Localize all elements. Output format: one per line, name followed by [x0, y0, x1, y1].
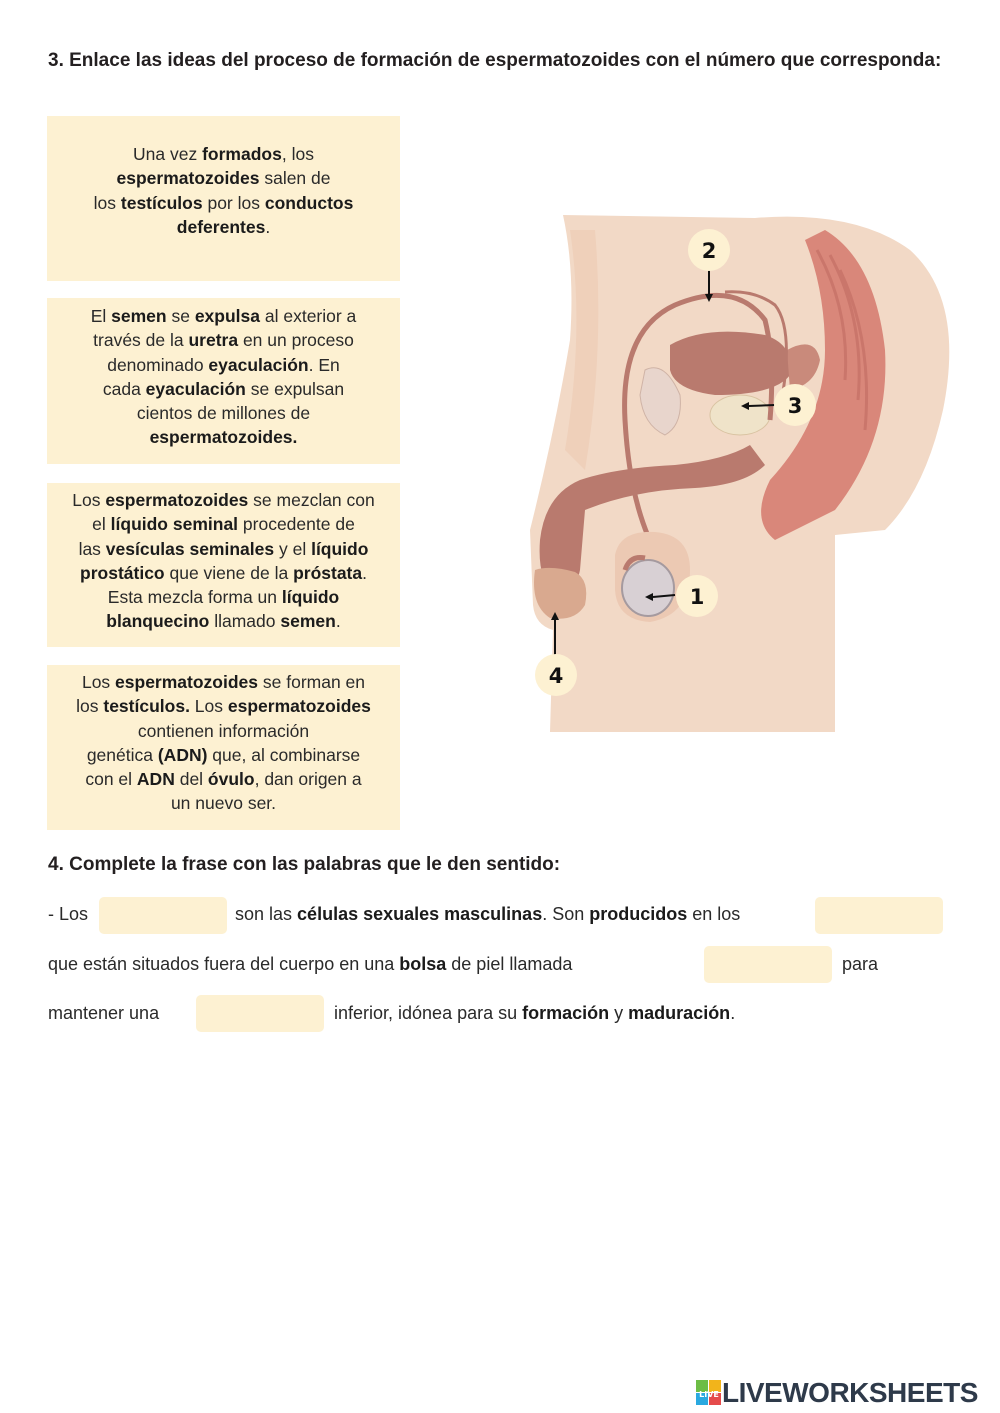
- male-reproductive-system-illustration: [525, 210, 970, 735]
- sentence-part-4: para: [842, 954, 879, 974]
- drag-card-4[interactable]: [47, 665, 400, 830]
- card-1-text: Una vez formados, los espermatozoides salen de los testículos por los conductos deferentes.: [93, 144, 354, 237]
- label-circle-4[interactable]: [535, 654, 577, 696]
- question-4-title: 4. Complete la frase con las palabras que le den sentido:: [48, 854, 561, 875]
- label-circle-2[interactable]: [688, 229, 730, 271]
- label-4: 4: [548, 664, 564, 688]
- sentence-part-6: inferior, idónea para su formación y maduración.: [334, 1003, 736, 1023]
- card-3-text: Los espermatozoides se mezclan con el líquido seminal procedente de las vesículas seminales y el líquido prostático que viene de la próstata. Esta mezcla forma un líquido blanquecino llamado semen.: [72, 490, 375, 632]
- liveworksheets-logo[interactable]: [696, 1376, 978, 1410]
- badge-text: LIVE: [699, 1390, 719, 1399]
- label-1: 1: [689, 585, 705, 609]
- label-circle-3[interactable]: [774, 384, 816, 426]
- sentence-part-5: mantener una: [48, 1003, 160, 1023]
- prostate: [710, 395, 770, 435]
- drag-card-2[interactable]: [47, 298, 400, 464]
- arrow-3: [749, 405, 775, 406]
- sentence-part-2: son las células sexuales masculinas. Son producidos en los: [235, 904, 741, 924]
- blank-input-1[interactable]: [99, 897, 227, 934]
- brand-name: LIVEWORKSHEETS: [722, 1377, 978, 1408]
- blank-input-3[interactable]: [704, 946, 832, 983]
- drag-card-1[interactable]: [47, 116, 400, 281]
- drag-card-3[interactable]: [47, 483, 400, 647]
- sentence-part-1: - Los: [48, 904, 89, 924]
- label-2: 2: [701, 239, 717, 263]
- blank-input-2[interactable]: [815, 897, 943, 934]
- label-circle-1[interactable]: [676, 575, 718, 617]
- card-2-text: El semen se expulsa al exterior a través de la uretra en un proceso denominado eyaculación. En cada eyaculación se expulsan cientos de millones de espermatozoides.: [90, 306, 357, 448]
- sentence-part-3: que están situados fuera del cuerpo en una bolsa de piel llamada: [48, 954, 573, 974]
- question-3-title: 3. Enlace las ideas del proceso de formación de espermatozoides con el número que corresponda:: [48, 50, 942, 71]
- card-4-text: Los espermatozoides se forman en los testículos. Los espermatozoides contienen información genética (ADN) que, al combinarse con el ADN del óvulo, dan origen a un nuevo ser.: [76, 672, 371, 814]
- label-3: 3: [787, 394, 803, 418]
- liveworksheets-badge-icon: [696, 1380, 722, 1406]
- blank-input-4[interactable]: [196, 995, 324, 1032]
- testicle: [622, 560, 674, 616]
